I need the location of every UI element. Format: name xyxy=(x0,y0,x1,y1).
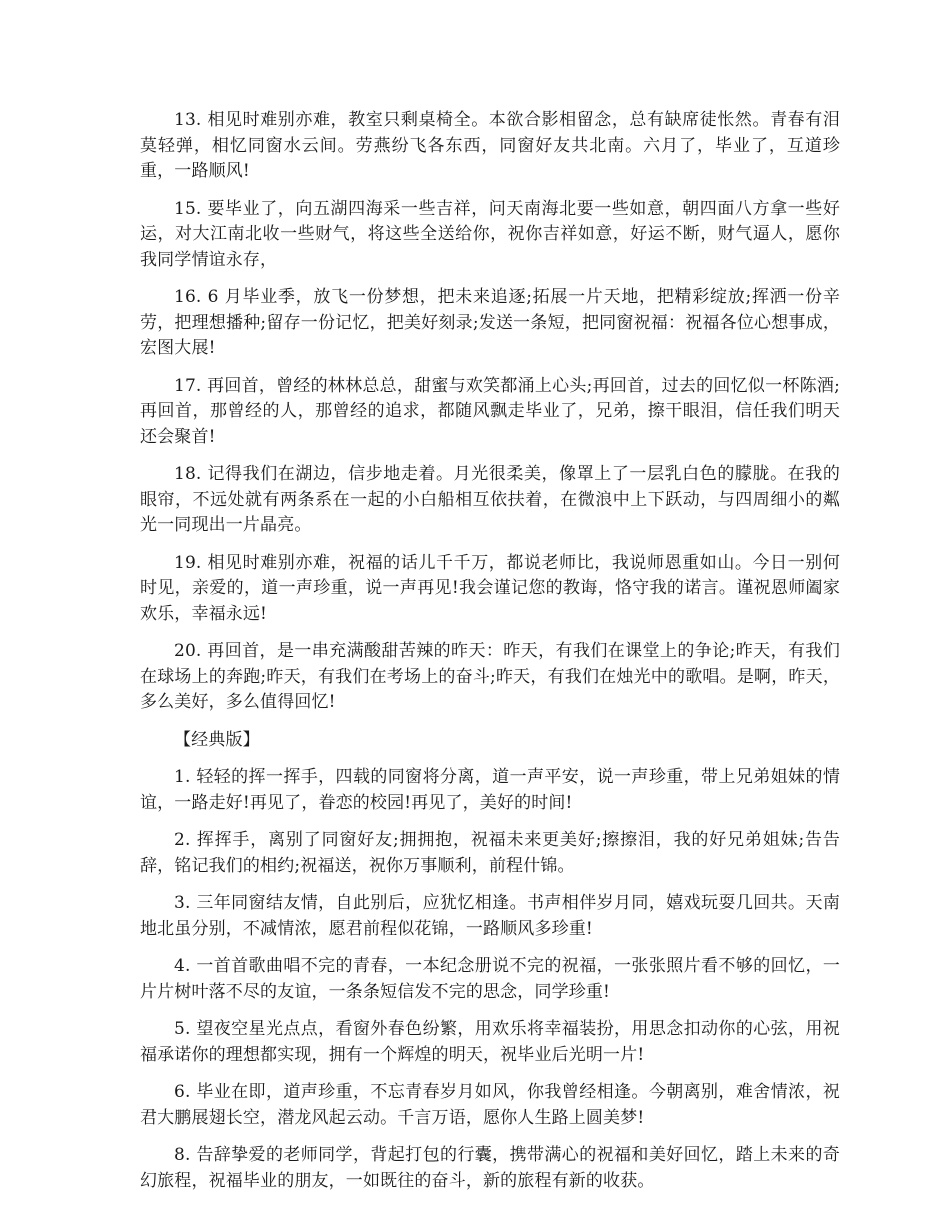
classic-paragraph-3: 3. 三年同窗结友情，自此别后，应犹忆相逢。书声相伴岁月同，嬉戏玩耍几回共。天南地北虽分别，不减情浓，愿君前程似花锦，一路顺风多珍重! xyxy=(140,893,840,939)
section-heading-classic: 【经典版】 xyxy=(174,729,260,750)
classic-paragraph-8: 8. 告辞挚爱的老师同学，背起打包的行囊，携带满心的祝福和美好回忆，踏上未来的奇幻旅程，祝福毕业的朋友，一如既往的奋斗，新的旅程有新的收获。 xyxy=(140,1145,840,1191)
classic-paragraph-5: 5. 望夜空星光点点，看窗外春色纷繁，用欢乐将幸福装扮，用思念扣动你的心弦，用祝福承诺你的理想都实现，拥有一个辉煌的明天，祝毕业后光明一片! xyxy=(140,1019,840,1065)
classic-paragraph-1: 1. 轻轻的挥一挥手，四载的同窗将分离，道一声平安，说一声珍重，带上兄弟姐妹的情谊，一路走好!再见了，眷恋的校园!再见了，美好的时间! xyxy=(140,767,840,813)
paragraph-19: 19. 相见时难别亦难，祝福的话儿千千万，都说老师比，我说师恩重如山。今日一别何时见，亲爱的，道一声珍重，说一声再见!我会谨记您的教诲，恪守我的诺言。谨祝恩师阖家欢乐，幸福永远! xyxy=(140,552,840,624)
classic-paragraph-2: 2. 挥挥手，离别了同窗好友;拥拥抱，祝福未来更美好;擦擦泪，我的好兄弟姐妹;告告辞，铭记我们的相约;祝福送，祝你万事顺利，前程什锦。 xyxy=(140,830,840,876)
paragraph-16: 16. 6 月毕业季，放飞一份梦想，把未来追逐;拓展一片天地，把精彩绽放;挥洒一份辛劳，把理想播种;留存一份记忆，把美好刻录;发送一条短，把同窗祝福：祝福各位心想事成，宏图大展! xyxy=(140,287,840,358)
paragraph-20: 20. 再回首，是一串充满酸甜苦辣的昨天：昨天，有我们在课堂上的争论;昨天，有我们在球场上的奔跑;昨天，有我们在考场上的奋斗;昨天，有我们在烛光中的歌唱。是啊，昨天，多么美好，多么值得回忆! xyxy=(140,641,840,712)
classic-paragraph-6: 6. 毕业在即，道声珍重，不忘青春岁月如风，你我曾经相逢。今朝离别，难舍情浓，祝君大鹏展翅长空，潜龙风起云动。千言万语，愿你人生路上圆美梦! xyxy=(140,1082,840,1128)
classic-paragraph-4: 4. 一首首歌曲唱不完的青春，一本纪念册说不完的祝福，一张张照片看不够的回忆，一片片树叶落不尽的友谊，一条条短信发不完的思念，同学珍重! xyxy=(140,956,840,1002)
paragraph-17: 17. 再回首，曾经的林林总总，甜蜜与欢笑都涌上心头;再回首，过去的回忆似一杯陈酒;再回首，那曾经的人，那曾经的追求，都随风飘走毕业了，兄弟，擦干眼泪，信任我们明天还会聚首! xyxy=(140,375,840,447)
paragraph-15: 15. 要毕业了，向五湖四海采一些吉祥，问天南海北要一些如意，朝四面八方拿一些好运，对大江南北收一些财气，将这些全送给你，祝你吉祥如意，好运不断，财气逼人，愿你我同学情谊永存， xyxy=(140,198,840,270)
paragraph-18: 18. 记得我们在湖边，信步地走着。月光很柔美，像罩上了一层乳白色的朦胧。在我的眼帘，不远处就有两条系在一起的小白船相互依扶着，在微浪中上下跃动，与四周细小的粼光一同现出一片晶亮。 xyxy=(140,464,840,535)
document-body xyxy=(140,108,840,1206)
paragraph-13: 13. 相见时难别亦难，教室只剩桌椅全。本欲合影相留念，总有缺席徒怅然。青春有泪莫轻弹，相忆同窗水云间。劳燕纷飞各东西，同窗好友共北南。六月了，毕业了，互道珍重，一路顺风! xyxy=(140,110,840,181)
